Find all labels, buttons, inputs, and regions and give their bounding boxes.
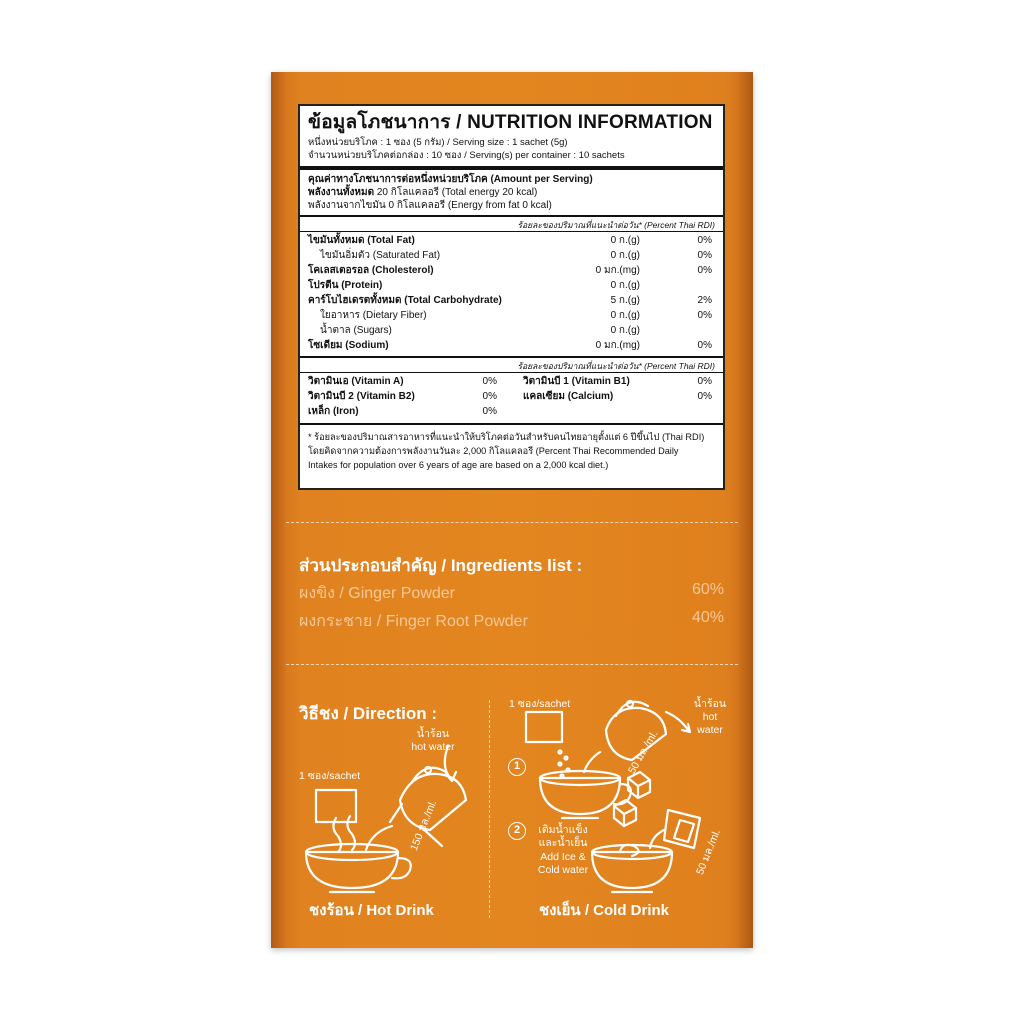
step-1-badge: 1 [508, 758, 526, 776]
vitamin-name: วิตามินบี 2 (Vitamin B2) [308, 391, 415, 402]
nutrient-name: คาร์โบไฮเดรตทั้งหมด (Total Carbohydrate) [308, 295, 502, 306]
add-ice-th-1: เติมน้ำแข็ง [538, 824, 588, 836]
step-2-badge: 2 [508, 822, 526, 840]
nutrient-name: น้ำตาล (Sugars) [320, 325, 392, 336]
total-energy-value: 20 กิโลแคลอรี (Total energy 20 kcal) [374, 187, 538, 198]
nutrient-name: โปรตีน (Protein) [308, 280, 383, 291]
nutrient-pct: 0% [697, 310, 712, 321]
nutrient-amount: 0 มก.(mg) [595, 265, 640, 276]
swirl-icon [620, 845, 639, 856]
vitamin-pct: 0% [482, 406, 497, 417]
cold-sachet-label: 1 ซอง/sachet [509, 698, 571, 710]
ingredient-pct: 40% [691, 609, 724, 626]
vitamin-name: เหล็ก (Iron) [308, 406, 359, 417]
nutrient-pct: 0% [697, 235, 712, 246]
nutrient-name: ใยอาหาร (Dietary Fiber) [320, 310, 427, 321]
nutrient-amount: 0 ก.(g) [610, 310, 640, 321]
ice-cube-icon [628, 772, 650, 786]
ingredient-name: ผงกระชาย / Finger Root Powder [299, 613, 528, 630]
nutrition-title: ข้อมูลโภชนาการ / NUTRITION INFORMATION [308, 112, 713, 133]
pour-stream-icon [584, 752, 600, 772]
nutrient-name: โซเดียม (Sodium) [308, 340, 389, 351]
ingredients-title: ส่วนประกอบสำคัญ / Ingredients list : [299, 556, 583, 575]
energy-from-fat: พลังงานจากไขมัน 0 กิโลแคลอรี (Energy from fat 0 kcal) [308, 200, 552, 211]
hot-drink-label: ชงร้อน / Hot Drink [309, 902, 434, 919]
servings-per-container: จำนวนหน่วยบริโภคต่อกล่อง : 10 ซอง / Serving(s) per container : 10 sachets [308, 150, 625, 161]
add-ice-en-2: Cold water [537, 864, 589, 876]
hot-water-label-en: hot water [411, 741, 455, 753]
footnote-line: Intakes for population over 6 years of age are based on a 2,000 kcal diet.) [308, 460, 609, 470]
nutrient-name: ไขมันอิ่มตัว (Saturated Fat) [320, 250, 441, 261]
rdi-note-2: ร้อยละของปริมาณที่แนะนำต่อวัน* (Percent Thai RDI) [517, 361, 715, 371]
nutrient-amount: 0 ก.(g) [610, 235, 640, 246]
cold-hot-water-en1: hot [702, 711, 718, 723]
sachet-icon [526, 712, 562, 742]
footnote-line: โดยคิดจากความต้องการพลังงานวันละ 2,000 กิโลแคลอรี (Percent Thai Recommended Daily [308, 446, 679, 456]
nutrient-amount: 5 ก.(g) [610, 295, 640, 306]
hot-water-label-th: น้ำร้อน [416, 728, 450, 740]
nutrient-name: ไขมันทั้งหมด (Total Fat) [308, 235, 415, 246]
footnote-line: * ร้อยละของปริมาณสารอาหารที่แนะนำให้บริโภคต่อวันสำหรับคนไทยอายุตั้งแต่ 6 ปีขึ้นไป (Thai RDI) [308, 432, 705, 442]
vitamin-name: แคลเซียม (Calcium) [523, 391, 614, 402]
cold-hot-water-th: น้ำร้อน [693, 698, 727, 710]
amount-per-serving: คุณค่าทางโภชนาการต่อหนึ่งหน่วยบริโภค (Amount per Serving) [308, 174, 593, 185]
cold-volume-1-label: 50 มล./ml. [626, 728, 661, 776]
vitamin-pct: 0% [697, 391, 712, 402]
ingredient-name: ผงขิง / Ginger Powder [299, 585, 455, 602]
hot-sachet-label: 1 ซอง/sachet [299, 770, 361, 782]
nutrient-amount: 0 มก.(mg) [595, 340, 640, 351]
hot-volume-label: 150 มล./ml. [408, 798, 440, 853]
direction-title: วิธีชง / Direction : [299, 704, 437, 723]
cold-volume-2-label: 50 มล./ml. [694, 827, 724, 877]
nutrient-pct: 2% [697, 295, 712, 306]
vitamin-name: วิตามินเอ (Vitamin A) [308, 376, 404, 387]
ingredient-pct: 60% [691, 581, 724, 598]
nutrient-pct: 0% [697, 250, 712, 261]
cold-hot-water-en2: water [697, 724, 723, 736]
rdi-note: ร้อยละของปริมาณที่แนะนำต่อวัน* (Percent Thai RDI) [517, 220, 715, 230]
add-ice-en-1: Add Ice & [540, 851, 586, 863]
vitamin-pct: 0% [482, 391, 497, 402]
nutrient-pct: 0% [697, 340, 712, 351]
nutrient-name: โคเลสเตอรอล (Cholesterol) [308, 265, 434, 276]
nutrient-amount: 0 ก.(g) [610, 325, 640, 336]
nutrient-amount: 0 ก.(g) [610, 280, 640, 291]
vitamin-name: วิตามินบี 1 (Vitamin B1) [523, 376, 630, 387]
serving-size: หนึ่งหน่วยบริโภค : 1 ซอง (5 กรัม) / Serving size : 1 sachet (5g) [308, 137, 568, 148]
pitcher-icon [674, 820, 694, 842]
nutrient-pct: 0% [697, 265, 712, 276]
total-energy-label: พลังงานทั้งหมด [308, 187, 375, 198]
nutrient-amount: 0 ก.(g) [610, 250, 640, 261]
add-ice-th-2: และน้ำเย็น [538, 837, 588, 849]
vitamin-pct: 0% [482, 376, 497, 387]
hot-drink-illustration [306, 746, 466, 892]
cold-drink-label: ชงเย็น / Cold Drink [539, 902, 670, 919]
vitamin-pct: 0% [697, 376, 712, 387]
